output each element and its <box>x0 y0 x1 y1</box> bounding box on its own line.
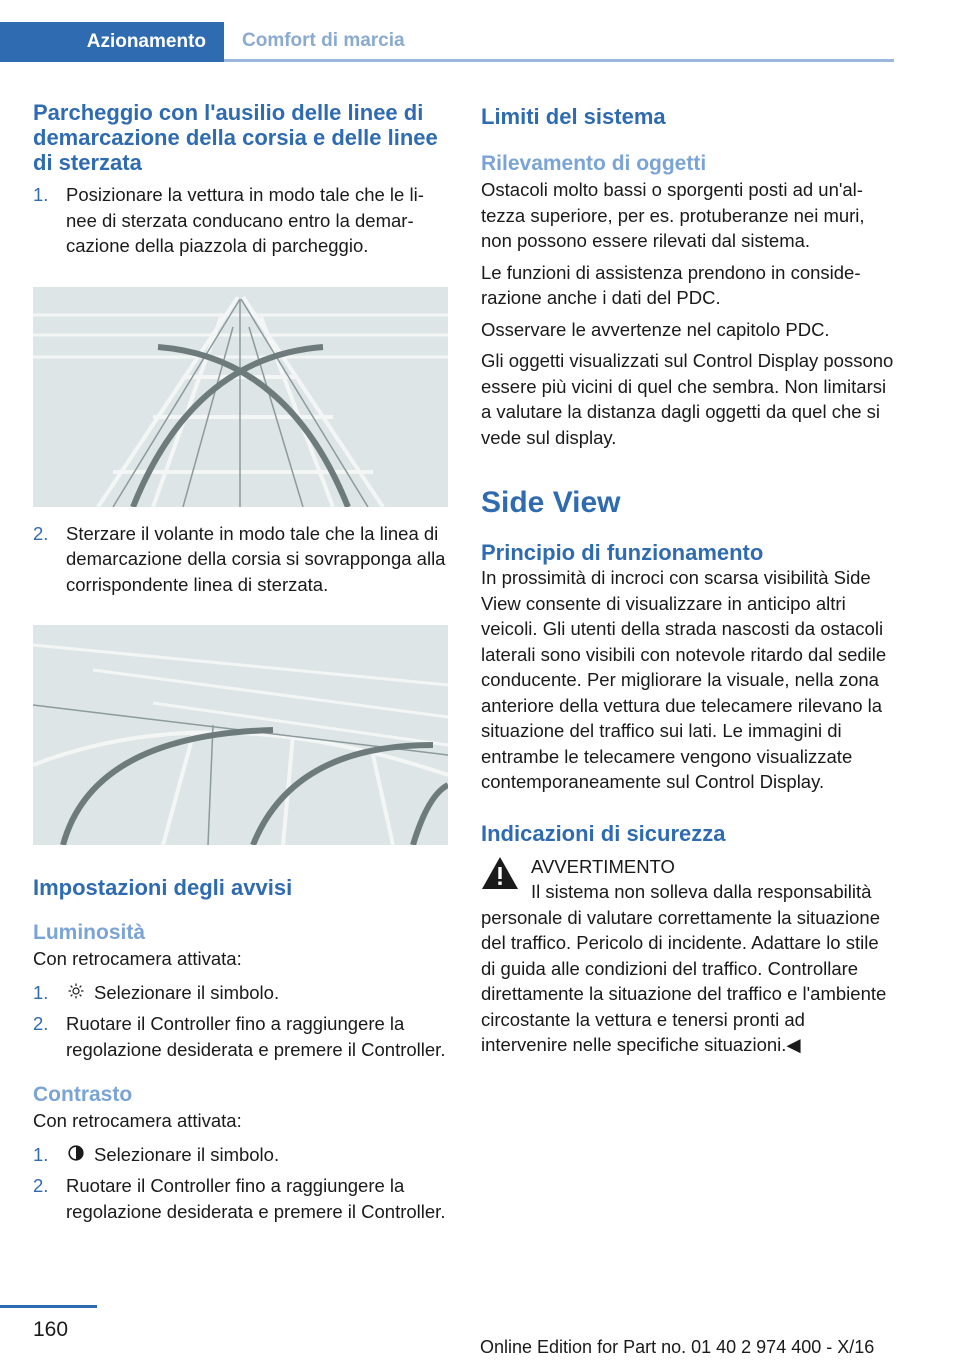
list-text: Ruotare il Controller fino a raggiungere la regolazione desiderata e premere il Controller. <box>66 1175 446 1222</box>
parking-steps-list-2 <box>33 521 448 598</box>
list-item <box>33 1173 448 1224</box>
brightness-icon <box>66 980 86 1006</box>
section-title-system-limits: Limiti del sistema <box>481 104 666 129</box>
illustration-steering-lines-turn <box>33 625 448 845</box>
section-title-parking-lines: Parcheggio con l'ausilio delle linee di demarcazione della corsia e delle linee di sterzata <box>33 100 438 175</box>
list-number: 2. <box>33 1013 49 1034</box>
list-text: Posizionare la vettura in modo tale che le linee di sterzata conducano entro la demarcazione della piazzola di parcheggio. <box>66 184 424 256</box>
list-number: 1. <box>33 184 49 205</box>
section-title-safety-notes: Indicazioni di sicurezza <box>481 820 726 846</box>
contrast-intro: Con retrocamera attivata: <box>33 1110 242 1131</box>
list-item <box>33 521 448 598</box>
list-item <box>33 1142 448 1168</box>
contrast-steps-list <box>33 1142 448 1225</box>
list-number: 1. <box>33 1143 49 1165</box>
list-text: Ruotare il Controller fino a raggiungere la regolazione desiderata e premere il Controller. <box>66 1013 446 1060</box>
warning-triangle-icon <box>481 856 519 890</box>
warning-text: Il sistema non solleva dalla responsabilità personale di valutare correttamente la situazione del traffico. Pericolo di incidente. Adattare lo stile di guida alle condizioni del traffico. Controllare direttamente la situazione del traffico e l'ambiente circostante la vettura e tenersi pronti ad intervenire nelle specifiche situazioni.◀ <box>481 881 887 1055</box>
list-item <box>33 980 448 1006</box>
chapter-title-side-view: Side View <box>481 486 621 519</box>
brightness-intro: Con retrocamera attivata: <box>33 948 242 969</box>
list-number: 1. <box>33 981 49 1003</box>
tab-azionamento[interactable]: Azionamento <box>0 22 224 62</box>
list-text: Sterzare il volante in modo tale che la linea di demarcazione della corsia si sovrapponga alla corrispondente linea di sterzata. <box>66 522 446 595</box>
parking-steps-list <box>33 182 448 259</box>
paragraph: Le funzioni di assistenza prendono in considerazione anche i dati del PDC. <box>481 261 861 308</box>
paragraph: In prossimità di incroci con scarsa visibilità Side View consente di visualizzare in anticipo altri veicoli. Gli utenti della strada nascosti da ostacoli laterali sono visibili con notevole ritardo dal sedile conducente. Per migliorare la visuale, nella zona anteriore della vettura due telecamere rilevano la situazione del traffico sui lati. Le immagini di entrambe le telecamere vengono visualizzate contemporaneamente sul Control Display. <box>481 567 887 792</box>
paragraph: Osservare le avvertenze nel capitolo PDC. <box>481 318 830 340</box>
footer-edition: Online Edition for Part no. 01 40 2 974 400 - X/16 <box>480 1337 875 1357</box>
subsection-title-brightness: Luminosità <box>33 921 146 944</box>
subsection-title-contrast: Contrasto <box>33 1083 133 1106</box>
list-item <box>33 1011 448 1062</box>
header-tabs <box>0 0 960 62</box>
list-item <box>33 182 448 259</box>
section-title-warning-settings: Impostazioni degli avvisi <box>33 875 293 900</box>
right-column <box>481 100 896 1058</box>
list-text: Selezionare il simbolo. <box>94 1143 280 1165</box>
paragraph: Ostacoli molto bassi o sporgenti posti ad un'altezza superiore, per es. protuberanze nei muri, non possono essere rilevati dal sistema. <box>481 179 865 251</box>
brightness-steps-list <box>33 980 448 1063</box>
page-number: 160 <box>33 1318 69 1341</box>
tab-comfort-di-marcia[interactable]: Comfort di marcia <box>224 22 894 62</box>
section-title-operating-principle: Principio di funzionamento <box>481 540 764 565</box>
warning-label: AVVERTIMENTO <box>531 855 675 877</box>
subsection-title-object-detection: Rilevamento di oggetti <box>481 152 707 175</box>
footer-rule <box>0 1305 97 1308</box>
contrast-icon <box>66 1142 86 1168</box>
illustration-steering-lines-straight <box>33 287 448 507</box>
paragraph: Gli oggetti visualizzati sul Control Display possono essere più vicini di quel che sembra. Non limitarsi a valutare la distanza dagli oggetti da quel che si vede sul display. <box>481 350 894 448</box>
list-number: 2. <box>33 522 49 544</box>
list-text: Selezionare il simbolo. <box>94 981 280 1003</box>
left-column <box>33 100 448 1224</box>
warning-block <box>481 854 896 1058</box>
list-number: 2. <box>33 1175 49 1196</box>
